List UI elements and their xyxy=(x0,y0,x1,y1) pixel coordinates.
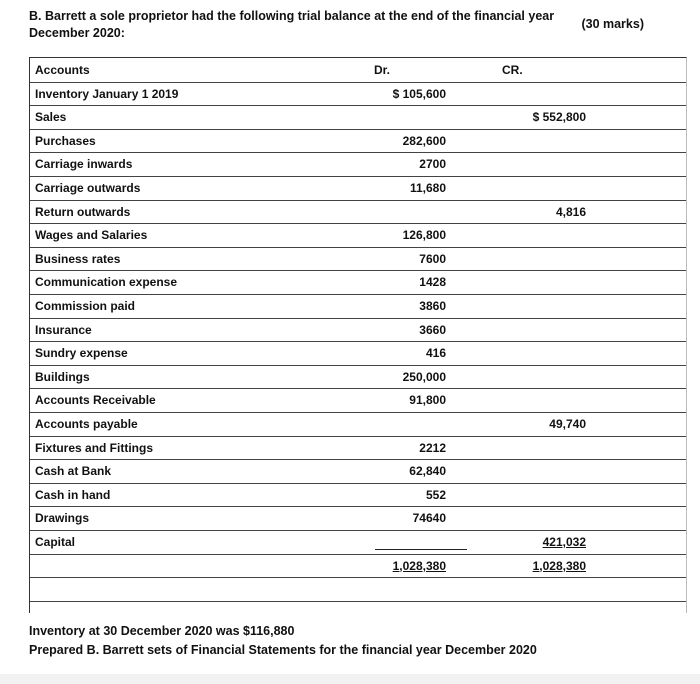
header-cr: CR. xyxy=(502,63,523,77)
header-accounts: Accounts xyxy=(35,63,90,77)
account-name: Wages and Salaries xyxy=(35,228,148,243)
debit-value: 91,800 xyxy=(409,393,446,408)
table-header-row xyxy=(30,58,686,83)
debit-value: 250,000 xyxy=(402,369,446,384)
debit-value: 3860 xyxy=(419,299,446,313)
table-row xyxy=(30,436,686,461)
account-name: Purchases xyxy=(35,133,96,148)
account-name: Accounts Receivable xyxy=(35,393,156,408)
account-name: Sundry expense xyxy=(35,346,128,361)
account-name: Communication expense xyxy=(35,275,178,290)
table-row xyxy=(30,459,686,484)
table-row xyxy=(30,247,686,272)
debit-value: 74640 xyxy=(412,511,446,526)
credit-value: $ 552,800 xyxy=(532,110,586,125)
debit-value: 416 xyxy=(425,346,446,361)
table-row xyxy=(30,341,686,366)
debit-value: 1428 xyxy=(419,275,446,290)
table-row xyxy=(30,318,686,343)
table-row xyxy=(30,270,686,295)
account-name: Sales xyxy=(35,110,67,125)
debit-value: 7600 xyxy=(419,251,446,266)
account-name: Buildings xyxy=(35,369,90,384)
account-name: Return outwards xyxy=(35,204,131,219)
debit-value: 62,840 xyxy=(409,464,446,479)
account-name: Cash in hand xyxy=(35,487,111,502)
account-name: Commission paid xyxy=(35,299,136,313)
table-row xyxy=(30,365,686,390)
debit-value: $ 105,600 xyxy=(392,86,446,101)
footer-inventory-note: Inventory at 30 December 2020 was $116,880 xyxy=(29,624,295,638)
table-row xyxy=(30,129,686,154)
bottom-shade xyxy=(0,674,700,684)
account-name: Accounts payable xyxy=(35,417,138,431)
account-name: Carriage inwards xyxy=(35,157,133,172)
credit-value: 4,816 xyxy=(555,204,586,219)
account-name: Insurance xyxy=(35,322,92,337)
table-row xyxy=(30,200,686,225)
credit-total: 1,028,380 xyxy=(532,558,586,573)
account-name: Capital xyxy=(35,535,76,549)
footer-notes xyxy=(29,622,669,660)
debit-value: 3660 xyxy=(419,322,446,337)
account-name: Drawings xyxy=(35,511,90,526)
debit-total: 1,028,380 xyxy=(392,558,446,573)
header-dr: Dr. xyxy=(374,63,391,77)
totals-row xyxy=(30,554,686,579)
footer-instruction: Prepared B. Barrett sets of Financial Statements for the financial year December 2020 xyxy=(29,643,537,657)
table-row xyxy=(30,294,686,319)
table-row xyxy=(30,483,686,508)
credit-value: 421,032 xyxy=(542,535,586,549)
question-line-1: B. Barrett a sole proprietor had the following trial balance at the end of the financial year xyxy=(29,9,555,23)
table-row xyxy=(30,105,686,130)
table-row xyxy=(30,82,686,107)
account-name: Cash at Bank xyxy=(35,464,112,479)
account-name: Business rates xyxy=(35,251,121,266)
debit-value: 11,680 xyxy=(409,181,446,195)
debit-value: 2700 xyxy=(419,157,446,172)
table-row xyxy=(30,506,686,531)
debit-subtotal-rule xyxy=(375,549,467,550)
table-row xyxy=(30,152,686,177)
table-row xyxy=(30,412,686,437)
account-name: Inventory January 1 2019 xyxy=(35,86,179,101)
debit-value: 552 xyxy=(425,487,446,502)
empty-row xyxy=(30,577,686,602)
question-text xyxy=(29,8,669,42)
debit-value: 126,800 xyxy=(402,228,446,243)
marks-label: (30 marks) xyxy=(581,17,644,31)
table-row xyxy=(30,223,686,248)
question-line-2: December 2020: xyxy=(29,26,125,40)
table-row xyxy=(30,176,686,201)
credit-value: 49,740 xyxy=(549,417,586,431)
trial-balance-table xyxy=(29,57,687,613)
debit-value: 2212 xyxy=(419,440,446,455)
account-name: Carriage outwards xyxy=(35,181,141,195)
debit-value: 282,600 xyxy=(402,133,446,148)
table-row xyxy=(30,530,686,555)
table-row xyxy=(30,388,686,413)
account-name: Fixtures and Fittings xyxy=(35,440,154,455)
